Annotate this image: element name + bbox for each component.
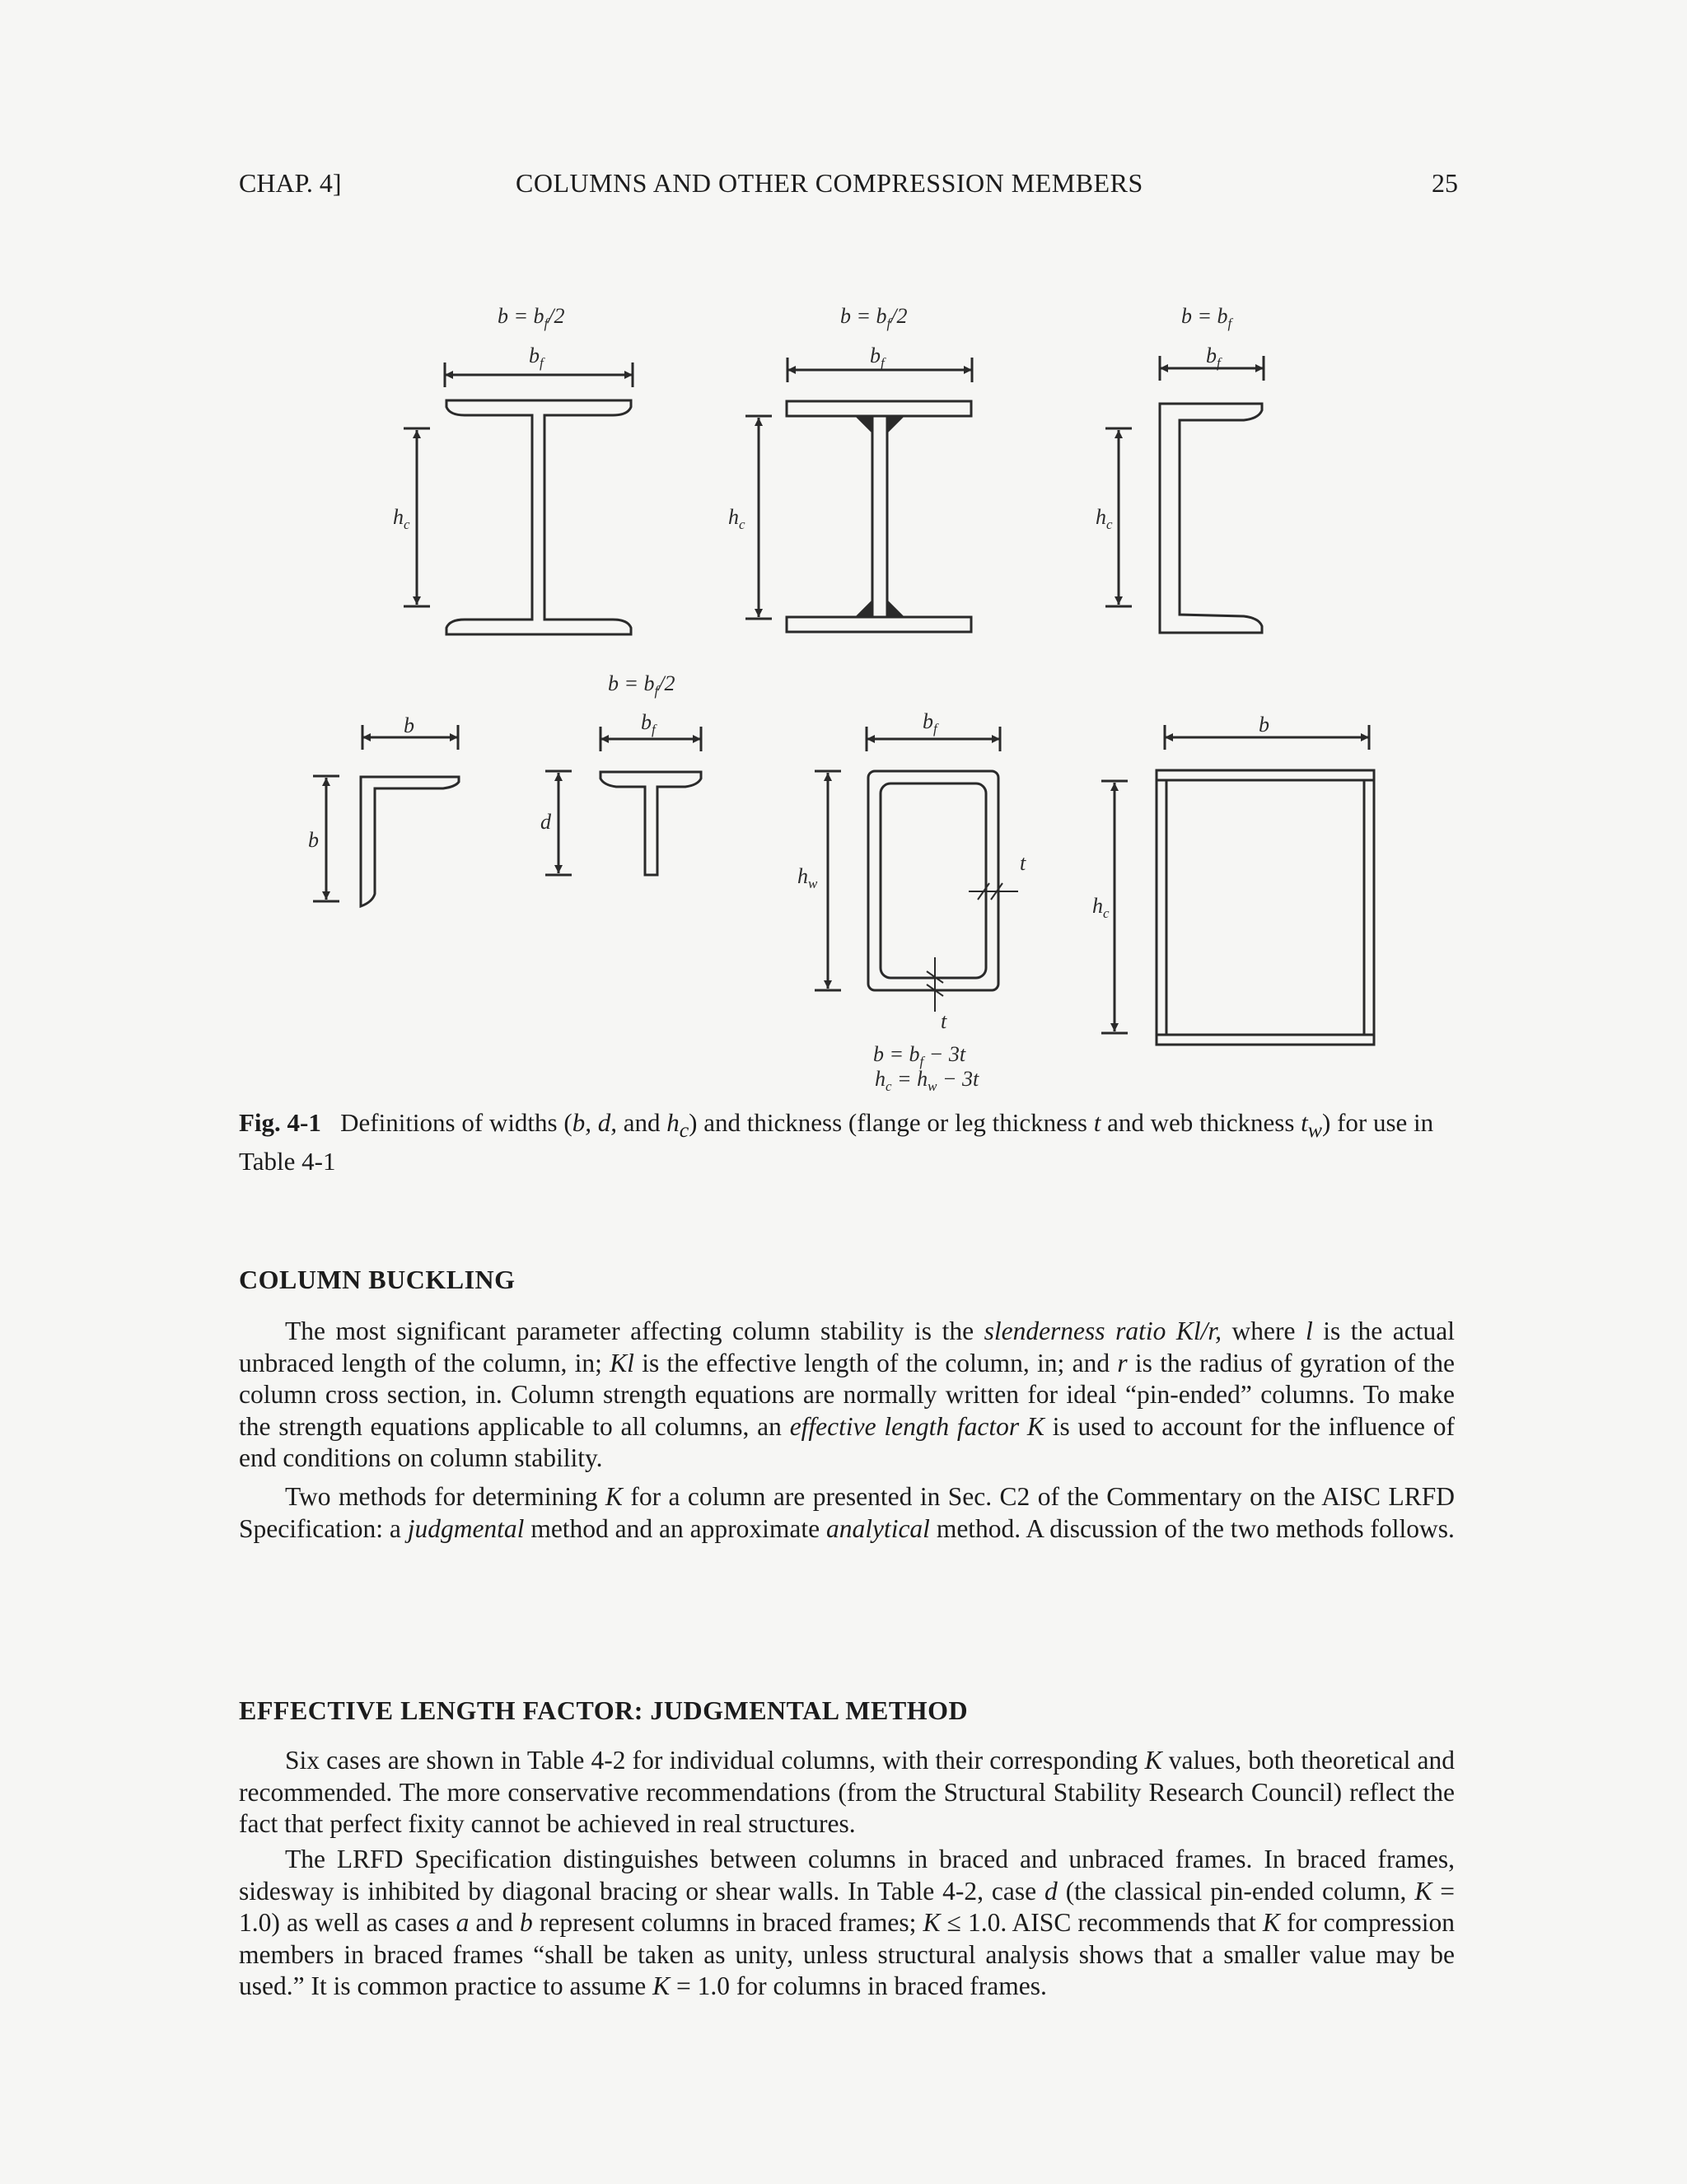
w-shape-bf-label: $b_f$ bbox=[529, 344, 544, 371]
tee-bf-label: $b_f$ bbox=[641, 710, 656, 737]
tee-b-definition: $b = b_f/2$ bbox=[608, 671, 675, 699]
figure-caption: Fig. 4-1 Definitions of widths (b, d, and $h_c$) and thickness (flange or leg thickness t and web thickness $t_w$) for use in Table 4-1 bbox=[239, 1108, 1434, 1176]
rect-hss-drawing bbox=[815, 727, 1018, 1012]
welded-shape-b-definition: $b = b_f/2$ bbox=[840, 304, 908, 331]
angle-b-top-label: b bbox=[404, 713, 414, 737]
paragraph-effective-length-2: The LRFD Specification distinguishes between columns in braced and unbraced frames. In braced frames, sidesway is inhibited by diagonal bracing or shear walls. In Table 4-2, case d (the classical pin-ended column, K = 1.0) as well as cases a and b represent columns in braced frames; K ≤ 1.0. AISC recommends that K for compression members in braced frames “shall be taken as unity, unless structural analysis shows that a smaller value may be used.” It is common practice to assume K = 1.0 for columns in braced frames. bbox=[239, 1845, 1456, 2000]
channel-drawing bbox=[1105, 356, 1264, 633]
chapter-label: CHAP. 4] bbox=[239, 168, 342, 198]
tee-drawing bbox=[545, 727, 701, 875]
channel-b-definition: $b = b_f$ bbox=[1181, 304, 1232, 331]
paragraph-column-buckling-1: The most significant parameter affecting column stability is the slenderness ratio Kl/r, where l is the actual unbraced length of the column, in; Kl is the effective length of the column, in; and r is the radius of gyration of the column cross section, in. Column strength equations are normally written for ideal “pin-ended” columns. To make the strength equations applicable to all columns, an effective length factor K is used to account for the influence of end conditions on column stability. bbox=[239, 1316, 1455, 1472]
welded-shape-hc-label: $h_c$ bbox=[728, 505, 745, 532]
welded-shape-drawing bbox=[745, 358, 972, 632]
hss-t-side-label: t bbox=[1020, 851, 1026, 875]
page-number: 25 bbox=[1432, 168, 1458, 198]
box-b-label: b bbox=[1259, 713, 1269, 737]
hss-h-equation: $h_c = h_w - 3t$ bbox=[875, 1067, 979, 1094]
box-section-drawing bbox=[1101, 725, 1374, 1045]
section-heading-effective-length: EFFECTIVE LENGTH FACTOR: JUDGMENTAL METHOD bbox=[239, 1695, 969, 1725]
w-shape-hc-label: $h_c$ bbox=[393, 505, 410, 532]
channel-hc-label: $h_c$ bbox=[1096, 505, 1113, 532]
section-heading-column-buckling: COLUMN BUCKLING bbox=[239, 1265, 516, 1294]
hss-bf-label: $b_f$ bbox=[923, 709, 937, 737]
angle-b-side-label: b bbox=[308, 828, 319, 852]
angle-drawing bbox=[313, 725, 459, 906]
tee-d-label: d bbox=[540, 810, 551, 834]
w-shape-drawing bbox=[404, 362, 633, 634]
w-shape-b-definition: $b = b_f/2$ bbox=[498, 304, 565, 331]
box-hc-label: $h_c$ bbox=[1092, 894, 1110, 921]
running-title: COLUMNS AND OTHER COMPRESSION MEMBERS bbox=[516, 168, 1143, 198]
hss-b-equation: $b = b_f - 3t$ bbox=[873, 1042, 966, 1069]
hss-hw-label: $h_w$ bbox=[797, 864, 818, 891]
hss-t-bottom-label: t bbox=[941, 1009, 947, 1033]
paragraph-column-buckling-2: Two methods for determining K for a column are presented in Sec. C2 of the Commentary on the AISC LRFD Specification: a judgmental method and an approximate analytical method. A discussion of the two methods follows. bbox=[239, 1482, 1455, 1543]
channel-bf-label: $b_f$ bbox=[1206, 344, 1221, 371]
paragraph-effective-length-1: Six cases are shown in Table 4-2 for individual columns, with their corresponding K values, both theoretical and recommended. The more conservative recommendations (from the Structural Stability Research Council) reflect the fact that perfect fixity cannot be achieved in real structures. bbox=[239, 1746, 1455, 1838]
figure-label: Fig. 4-1 bbox=[239, 1108, 321, 1137]
welded-shape-bf-label: $b_f$ bbox=[870, 344, 885, 371]
